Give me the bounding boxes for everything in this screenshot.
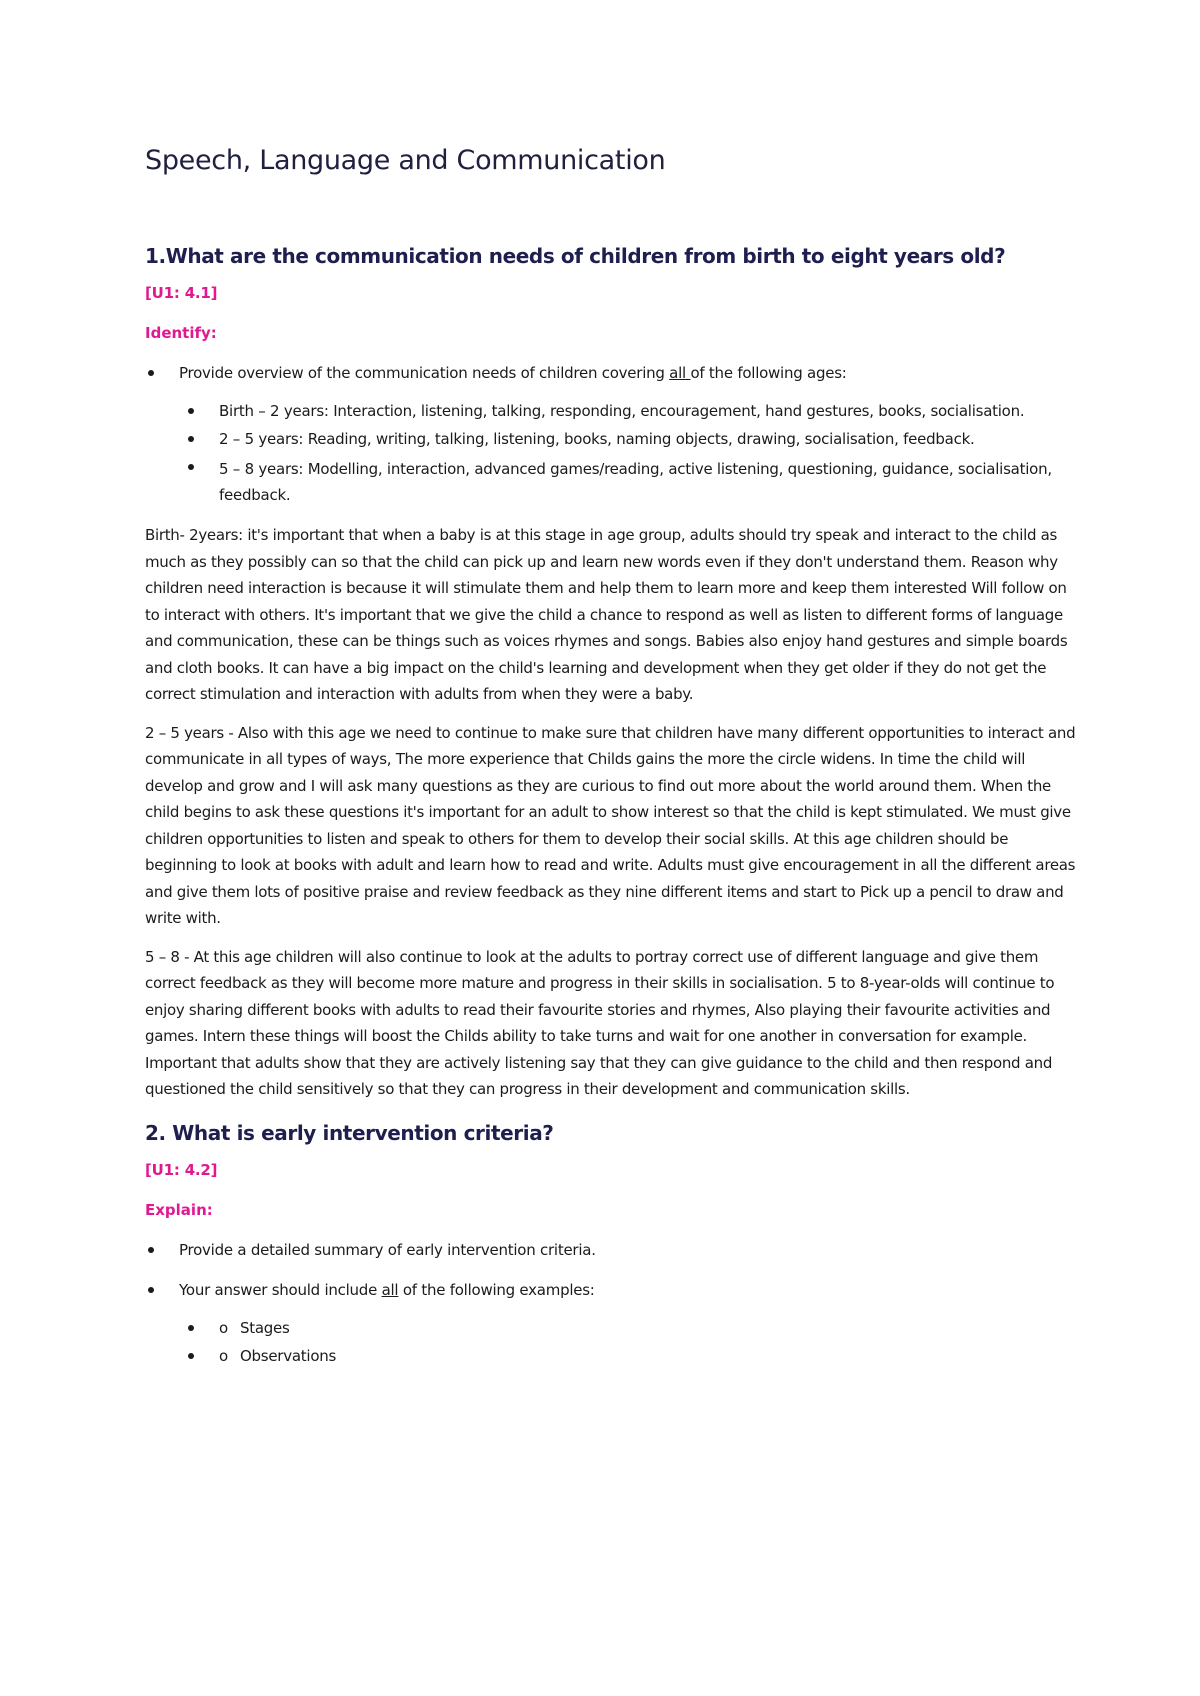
question-2-instruction-label: Explain: bbox=[145, 1200, 213, 1219]
example-item bbox=[185, 1317, 1080, 1339]
bullet-text: of the following ages: bbox=[690, 364, 847, 382]
answer-paragraph-birth-2: Birth- 2years: it's important that when a baby is at this stage in age group, adults should try speak and interact to the child as much as they possibly can so that the child can pick up and learn new words even if they don't understand them. Reason why children need interaction is because it will stimulate them and help them to learn more and keep them interested Will follow on to interact with others. It's important that we give the child a chance to respond as well as listen to different forms of language and communication, these can be things such as voices rhymes and songs. Babies also enjoy hand gestures and simple boards and cloth books. It can have a big impact on the child's learning and development when they get older if they do not get the correct stimulation and interaction with adults from when they were a baby. bbox=[145, 526, 1068, 703]
circle-marker: o bbox=[219, 1346, 228, 1365]
age-group-item: Birth – 2 years: Interaction, listening, talking, responding, encouragement, hand gestures, books, socialisation. bbox=[185, 400, 1080, 422]
example-item bbox=[185, 1345, 1080, 1367]
bullet-text: Provide overview of the communication needs of children covering bbox=[179, 364, 670, 382]
question-1-reference: [U1: 4.1] bbox=[145, 284, 218, 302]
question-2-bullet: Provide a detailed summary of early intervention criteria. bbox=[145, 1239, 1080, 1261]
answer-paragraph-5-8: 5 – 8 - At this age children will also continue to look at the adults to portray correct use of different language and give them correct feedback as they will become more mature and progress in their skills in socialisation. 5 to 8-year-olds will continue to enjoy sharing different books with adults to read their favourite stories and rhymes, Also playing their favourite activities and games. Intern these things will boost the Childs ability to take turns and wait for one another in conversation for example. Important that adults show that they are actively listening say that they can give guidance to the child and then respond and questioned the child sensitively so that they can progress in their development and communication skills. bbox=[145, 947, 1055, 1098]
bullet-text: Your answer should include bbox=[179, 1280, 382, 1299]
question-1-instruction-label: Identify: bbox=[145, 324, 217, 342]
circle-marker: o bbox=[219, 1318, 228, 1337]
question-2-heading: 2. What is early intervention criteria? bbox=[145, 1120, 554, 1145]
underlined-word: all bbox=[381, 1280, 399, 1299]
age-groups-list bbox=[145, 400, 1080, 508]
example-text: Observations bbox=[239, 1346, 337, 1365]
answer-paragraph-2-5: 2 – 5 years - Also with this age we need to continue to make sure that children have many different opportunities to interact and communicate in all types of ways, The more experience that Childs gains the more the circle widens. In time the child will develop and grow and I will ask many questions as they are curious to find out more about the world around them. When the child begins to ask these questions it's important for an adult to show interest so that the child is kept stimulated. We must give children opportunities to listen and speak to others for them to develop their social skills. At this age children should be beginning to look at books with adult and learn how to read and write. Adults must give encouragement in all the different areas and give them lots of positive praise and review feedback as they nine different items and start to Pick up a pencil to draw and write with. bbox=[145, 723, 1076, 927]
question-1-heading: 1.What are the communication needs of children from birth to eight years old? bbox=[145, 244, 1006, 268]
age-group-item: 5 – 8 years: Modelling, interaction, advanced games/reading, active listening, questioning, guidance, socialisation, feedback. bbox=[185, 456, 1080, 508]
bullet-text: of the following examples: bbox=[398, 1280, 595, 1299]
examples-list bbox=[145, 1317, 1080, 1367]
age-group-item: 2 – 5 years: Reading, writing, talking, listening, books, naming objects, drawing, socialisation, feedback. bbox=[185, 428, 1080, 450]
example-text: Stages bbox=[239, 1318, 290, 1337]
underlined-word: all bbox=[669, 364, 691, 382]
question-1-bullet bbox=[145, 362, 1080, 384]
question-2-bullet-list bbox=[145, 1239, 1080, 1301]
document-title: Speech, Language and Communication bbox=[145, 145, 666, 176]
question-2-reference: [U1: 4.2] bbox=[145, 1160, 218, 1179]
question-1-bullet-list bbox=[145, 362, 1080, 384]
question-2-bullet bbox=[145, 1279, 1080, 1301]
